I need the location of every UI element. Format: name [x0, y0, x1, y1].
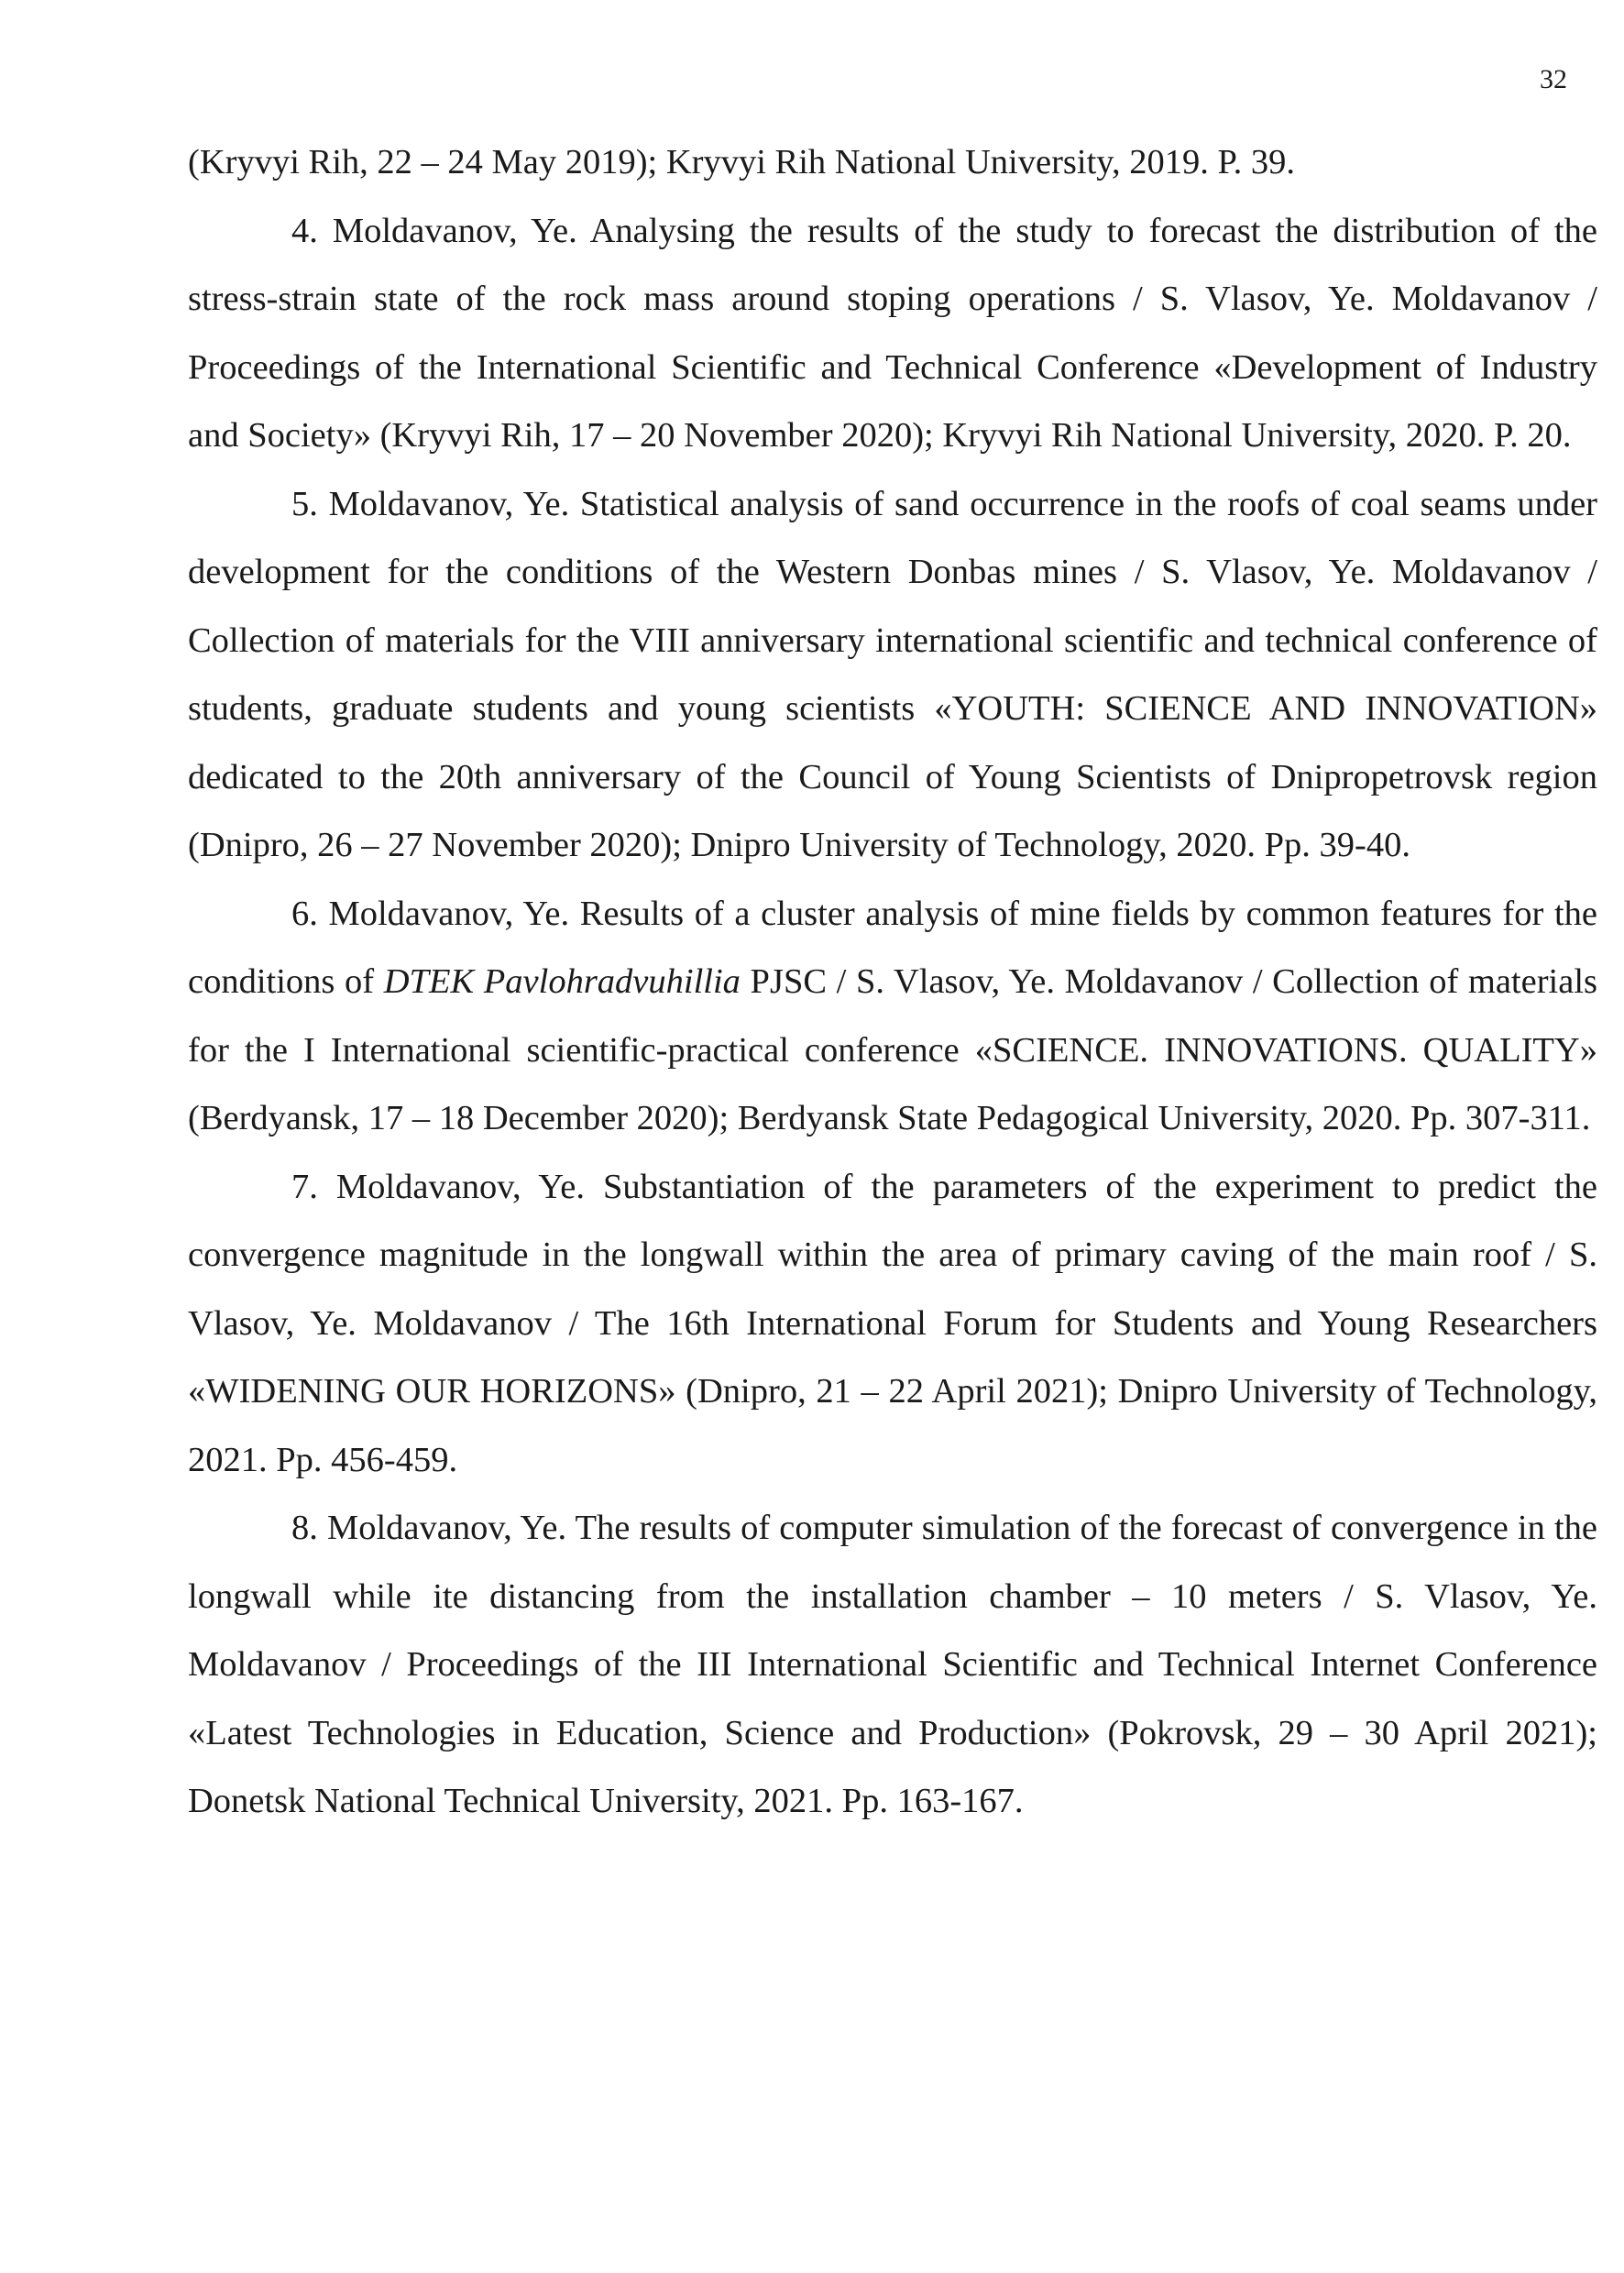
reference-item-6-text-end: PJSC / S. Vlasov, Ye. Moldavanov / Collection of materials for the I International scientific-practical conference «SCIENCE. INNOVATIONS. QUALITY» (Berdyansk, 17 – 18 December 2020); Berdyansk State Pedagogical University, 2020. Pp. 307-311. [188, 962, 1597, 1137]
reference-continuation: (Kryvyi Rih, 22 – 24 May 2019); Kryvyi Rih National University, 2019. P. 39. [188, 143, 1296, 181]
reference-item-6-text-start: 6. Moldavanov, Ye. Results of a cluster analysis of mine fields by common features for the conditions of [188, 894, 1597, 1001]
reference-item-7: 7. Moldavanov, Ye. Substantiation of the parameters of the experiment to predict the convergence magnitude in the longwall within the area of primary caving of the main roof / S. Vlasov, Ye. Moldavanov / The 16th International Forum for Students and Young Researchers «WIDENING OUR HORIZONS» (Dnipro, 21 – 22 April 2021); Dnipro University of Technology, 2021. Pp. 456-459. [188, 1167, 1597, 1479]
page-number: 32 [1540, 64, 1567, 94]
reference-item-5: 5. Moldavanov, Ye. Statistical analysis of sand occurrence in the roofs of coal seams under development for the conditions of the Western Donbas mines / S. Vlasov, Ye. Moldavanov / Collection of materials for the VIII anniversary international scientific and technical conference of students, graduate students and young scientists «YOUTH: SCIENCE AND INNOVATION» dedicated to the 20th anniversary of the Council of Young Scientists of Dnipropetrovsk region (Dnipro, 26 – 27 November 2020); Dnipro University of Technology, 2020. Pp. 39-40. [188, 484, 1597, 864]
reference-item-8: 8. Moldavanov, Ye. The results of computer simulation of the forecast of convergence in the longwall while ite distancing from the installation chamber – 10 meters / S. Vlasov, Ye. Moldavanov / Proceedings of the III International Scientific and Technical Internet Conference «Latest Technologies in Education, Science and Production» (Pokrovsk, 29 – 30 April 2021); Donetsk National Technical University, 2021. Pp. 163-167. [188, 1509, 1597, 1820]
reference-item-6-company-name: DTEK Pavlohradvuhillia [383, 962, 741, 1001]
reference-item-6 [188, 880, 1597, 1153]
reference-item-4: 4. Moldavanov, Ye. Analysing the results of the study to forecast the distribution of the stress-strain state of the rock mass around stoping operations / S. Vlasov, Ye. Moldavanov / Proceedings of the International Scientific and Technical Conference «Development of Industry and Society» (Kryvyi Rih, 17 – 20 November 2020); Kryvyi Rih National University, 2020. P. 20. [188, 211, 1597, 455]
reference-list [188, 128, 1597, 1836]
